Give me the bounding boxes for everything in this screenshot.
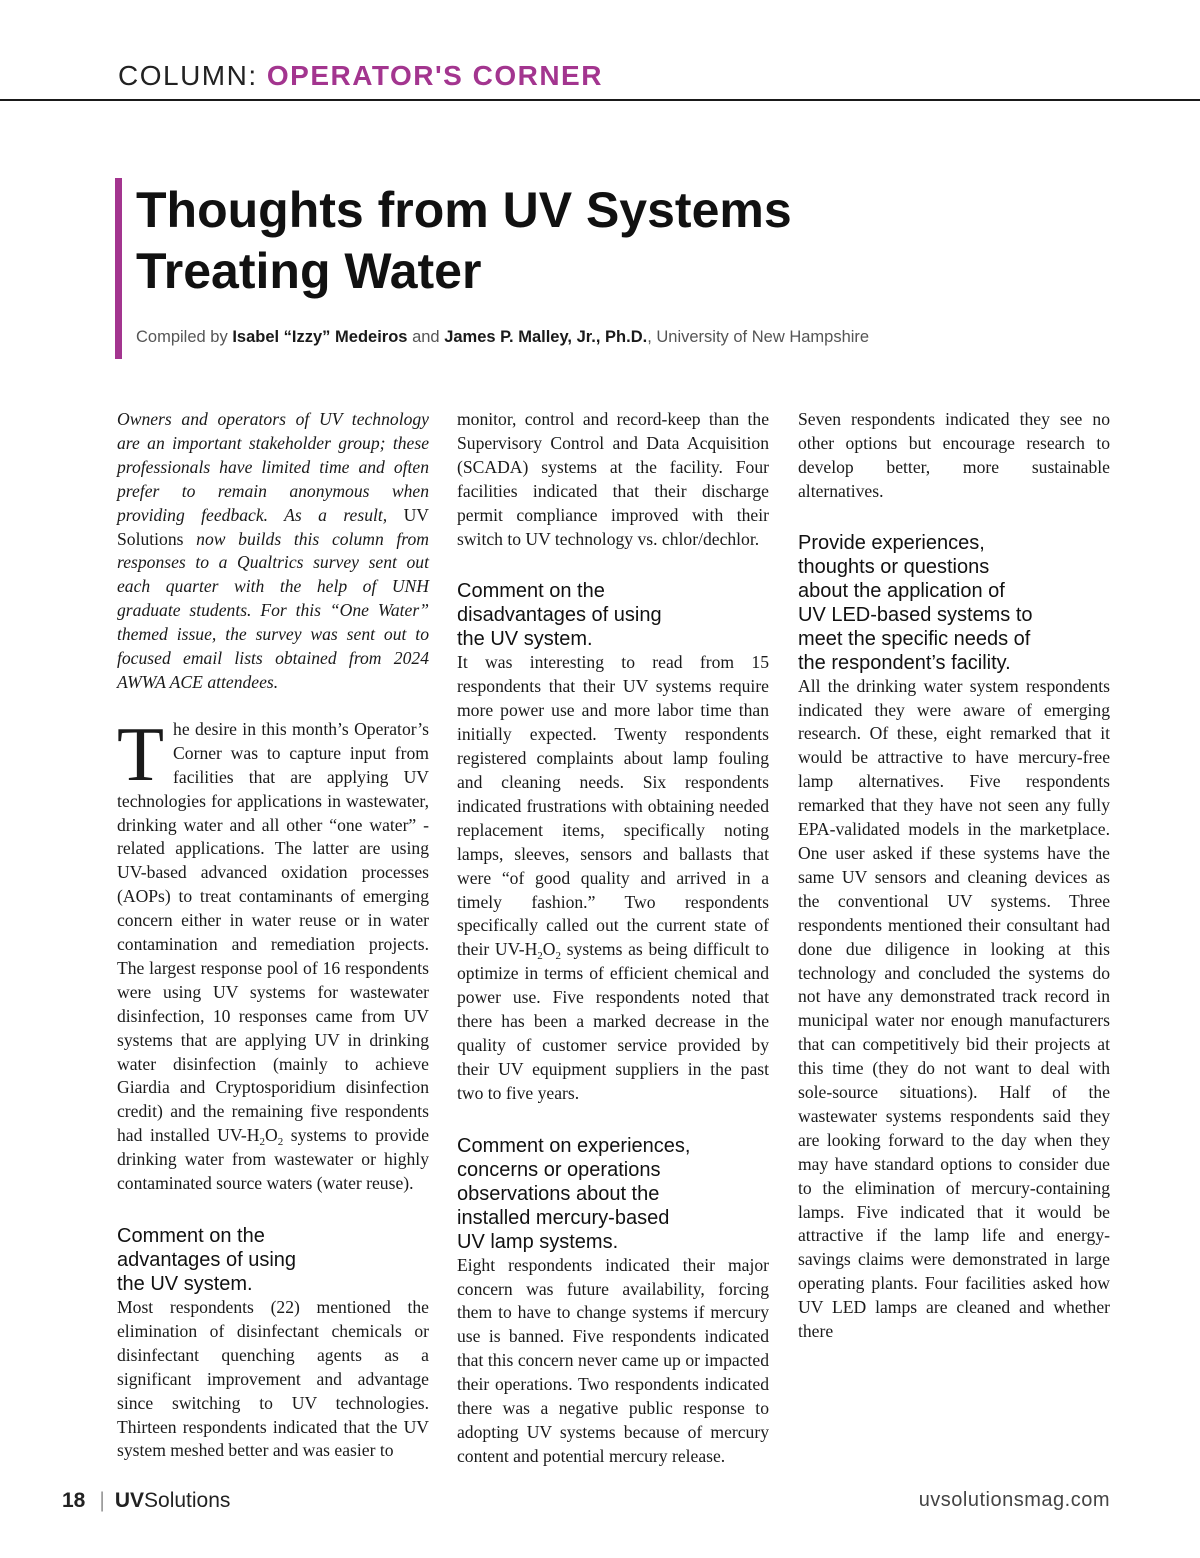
article-column-1 bbox=[117, 408, 429, 1463]
uv-led-paragraph: All the drinking water system respondents indicated they were aware of emerging research. Of these, eight remarked that it would be attractive to have mercury-free lamp alternatives. Five respondents remarked that they have not seen any fully EPA-validated models in the marketplace. One user asked if these systems have the same UV sensors and cleaning devices as the conventional UV systems. Three respondents mentioned their consultant had done due diligence in looking at this technology and concluded the systems do not have any demonstrated track record in municipal water nor enough manufacturers that can competitively bid their projects at this time (they do not want to deal with sole-source situations). Half of the wastewater systems respondents said they are looking forward to the day when they may have standard options to consider due to the elimination of mercury-containing lamps. Five indicated that it would be attractive if the lamp life and energy-savings claims were demonstrated in large operating plants. Four facilities asked how UV LED lamps are cleaned and whether there bbox=[798, 675, 1110, 1342]
mercury-paragraph: Eight respondents indicated their major concern was future availability, forcing them to have to change systems if mercury use is banned. Five respondents indicated that this concern never came up or impacted their operations. Two respondents indicated there was a negative public response to adopting UV systems because of mercury content and potential mercury release. bbox=[457, 1254, 769, 1466]
magazine-name: UV Solutions bbox=[117, 504, 429, 549]
drop-cap: T bbox=[117, 710, 165, 797]
header-divider bbox=[0, 99, 1200, 101]
byline bbox=[136, 328, 869, 347]
title-line-1: Thoughts from UV Systems bbox=[136, 182, 792, 238]
page-footer-left bbox=[62, 1489, 230, 1513]
opening-paragraph: The desire in this month’s Operator’s Corner was to capture input from facilities that are applying UV technologies for applications in wastewater, drinking water and all other “one water” -related applications. The latter are using UV-based advanced oxidation processes (AOPs) to treat contaminants of emerging concern either in water reuse or in water contamination and remediation projects. The largest response pool of 16 respondents were using UV systems for wastewater disinfection, 10 responses came from UV systems that are applying UV in drinking water disinfection (mainly to achieve Giardia and Cryptosporidium disinfection credit) and the remaining five respondents had installed $UV-H_2O_2$ systems to provide drinking water from wastewater or highly contaminated source waters (water reuse). bbox=[117, 710, 430, 1194]
article-column-3 bbox=[798, 408, 1110, 1344]
author-1: Isabel “Izzy” Medeiros bbox=[232, 328, 408, 346]
heading-advantages: Comment on the advantages of using the UV system. bbox=[117, 1225, 297, 1295]
footer-separator: | bbox=[99, 1489, 105, 1512]
advantages-paragraph-continued: monitor, control and record-keep than the Supervisory Control and Data Acquisition (SCADA) systems at the facility. Four facilities indicated that their discharge permit compliance improved with their switch to UV technology vs. chlor/dechlor. bbox=[457, 409, 769, 549]
advantages-paragraph: Most respondents (22) mentioned the elimination of disinfectant chemicals or disinfectant quenching agents as a significant improvement and advantage since switching to UV technologies. Thirteen respondents indicated that the UV system meshed better and was easier to bbox=[117, 1297, 429, 1461]
article-title bbox=[136, 180, 1136, 302]
heading-uv-led: Provide experiences, thoughts or questions about the application of UV LED-based systems to meet the specific needs of the respondent’s facility. bbox=[798, 531, 1033, 674]
heading-mercury-lamps: Comment on experiences, concerns or operations observations about the installed mercury-based UV lamp systems. bbox=[457, 1134, 691, 1253]
author-2: James P. Malley, Jr., Ph.D. bbox=[444, 328, 648, 346]
footer-brand-bold: UV bbox=[114, 1489, 145, 1512]
disadvantages-paragraph: It was interesting to read from 15 respondents that their UV systems require more power use and more labor time than initially expected. Twenty respondents registered complaints about lamp fouling and cleaning needs. Six respondents indicated frustrations with obtaining needed replacement items, specifically noting lamps, sleeves, sensors and ballasts that were “of good quality and arrived in a timely fashion.” Two respondents specifically called out the current state of their $UV-H_2O_2$ systems as being difficult to optimize in terms of efficient chemical and power use. Five respondents noted that there has been a marked decrease in the quality of customer service provided by their UV equipment suppliers in the past two to five years. bbox=[457, 652, 769, 1103]
column-section-name: OPERATOR'S CORNER bbox=[266, 60, 603, 91]
footer-website: uvsolutionsmag.com bbox=[918, 1489, 1110, 1511]
article-column-2 bbox=[457, 408, 769, 1469]
title-line-2: Treating Water bbox=[136, 243, 482, 299]
title-accent-bar bbox=[115, 178, 122, 359]
heading-disadvantages: Comment on the disadvantages of using the UV system. bbox=[457, 580, 662, 651]
footer-brand-rest: Solutions bbox=[144, 1489, 231, 1512]
column-prefix: COLUMN: bbox=[118, 60, 258, 91]
byline-prefix: Compiled by bbox=[136, 328, 228, 346]
page-number: 18 bbox=[62, 1489, 86, 1512]
affiliation: , University of New Hampshire bbox=[647, 328, 870, 346]
column-label bbox=[118, 60, 603, 92]
byline-and: and bbox=[412, 328, 440, 346]
mercury-paragraph-continued: Seven respondents indicated they see no other options but encourage research to develop better, more sustainable alternatives. bbox=[798, 409, 1110, 501]
intro-paragraph: Owners and operators of UV technology are an important stakeholder group; these professionals have limited time and often prefer to remain anonymous when providing feedback. As a result, UV Solutions now builds this column from responses to a Qualtrics survey sent out each quarter with the help of UNH graduate students. For this “One Water” themed issue, the survey was sent out to focused email lists obtained from 2024 AWWA ACE attendees. bbox=[117, 409, 430, 692]
